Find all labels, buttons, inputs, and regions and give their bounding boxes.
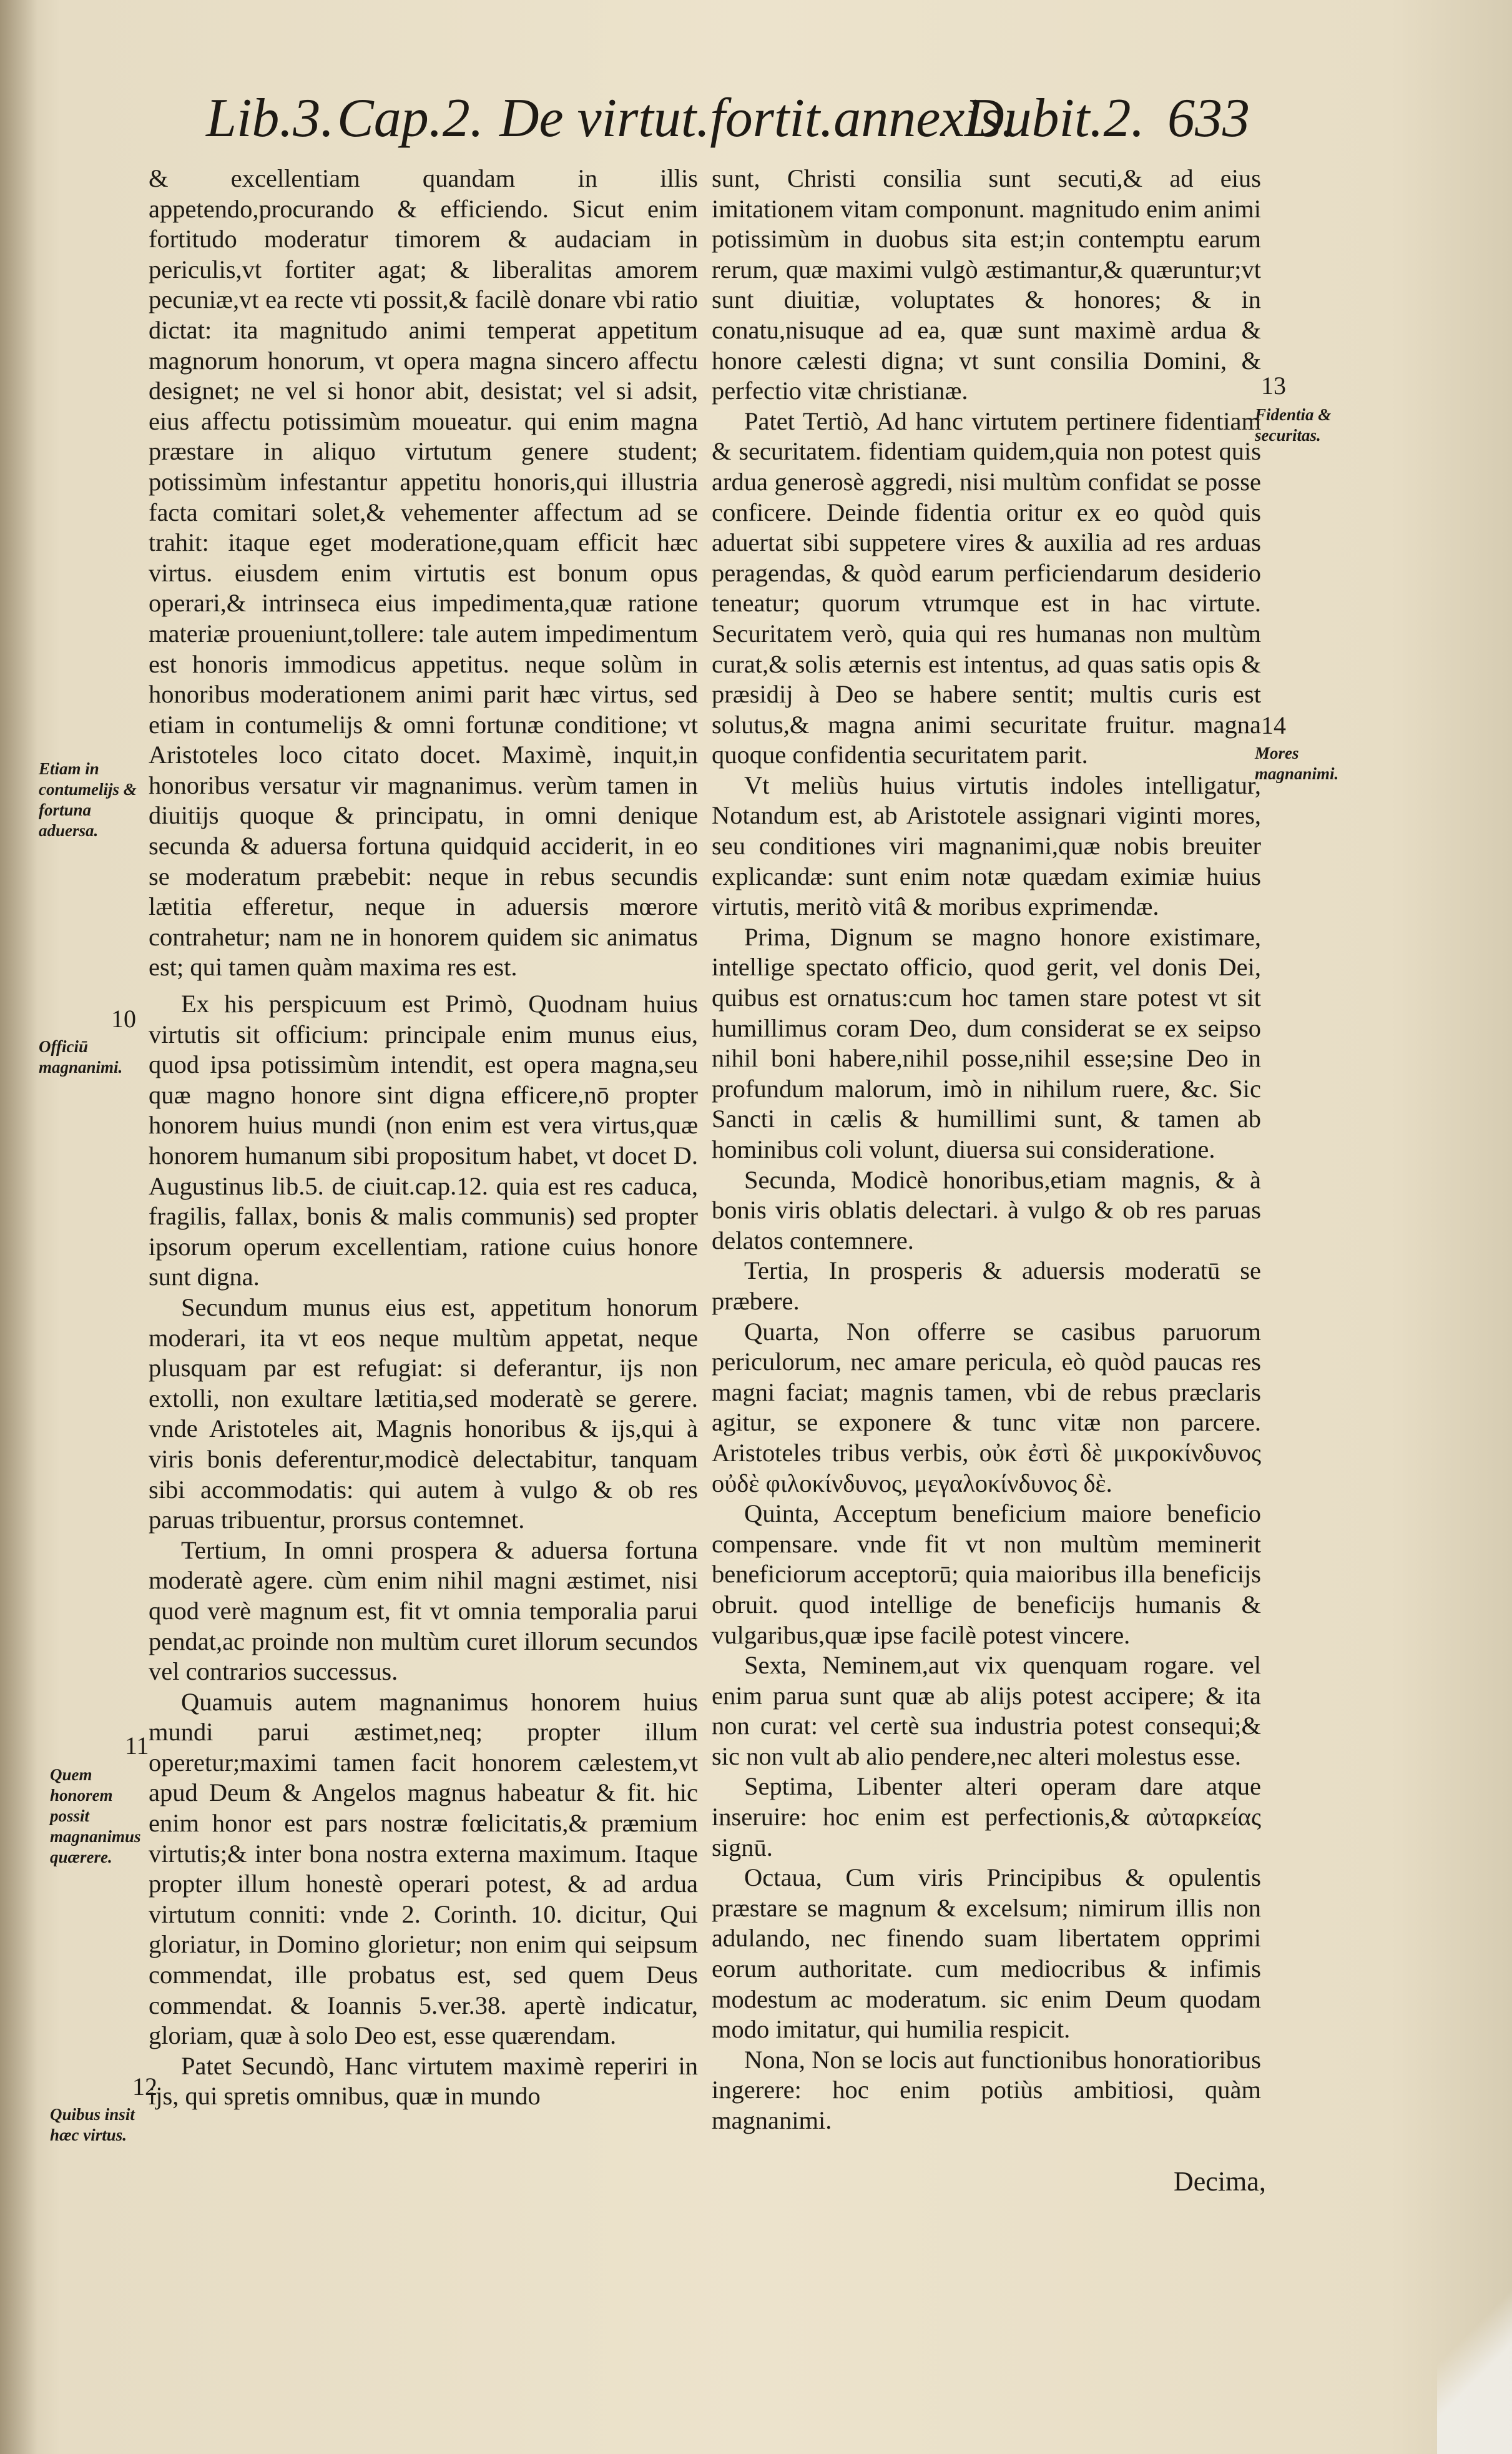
paragraph: Secunda, Modicè honoribus,etiam magnis, & à bonis viris oblatis delectari. à vulgo & ob res paruas delatos contemnere.: [712, 1165, 1261, 1254]
right-column: [712, 164, 1261, 2136]
paragraph: Tertium, In omni prospera & aduersa fortuna moderatè agere. cùm enim nihil magni æstimet, nisi quod verè magnum est, fit vt omnia temporalia parui pendat,ac proinde non multùm curet illorum secundos vel contrarios successus.: [149, 1535, 698, 1686]
header-dubit: Dubit.2.: [965, 88, 1145, 149]
gutter-shadow: [0, 0, 37, 2454]
margin-note-mores: Mores magnanimi.: [1255, 744, 1339, 783]
margin-note-officium: Officiū magnanimi.: [39, 1037, 123, 1077]
paragraph: Patet Tertiò, Ad hanc virtutem pertinere fidentiam & securitatem. fidentiam quidem,quia non potest quis ardua generosè aggredi, nisi multùm confidat se posse conficere. Deinde fidentia oritur ex eo quòd quis aduertat sibi suppetere vires & auxilia ad res arduas peragendas, & quòd earum perficiendarum desiderio teneatur; quorum vtrumque est in hac virtute. Securitatem verò, quia qui res humanas non multùm curat,& solis æternis est intentus, ad quas satis opis & præsidij à Deo se habere sentit; multis curis est solutus,& magna animi securitate fruitur. magna quoque confidentia securitatem parit.: [712, 407, 1261, 769]
paragraph: Vt meliùs huius virtutis indoles intelligatur, Notandum est, ab Aristotele assignari viginti mores, seu conditiones viri magnanimi,quæ nobis breuiter explicandæ: sunt enim notæ quædam eximiæ huius virtutis, meritò vitâ & moribus exprimendæ.: [712, 771, 1261, 921]
running-header: [206, 81, 1305, 156]
paragraph: Octaua, Cum viris Principibus & opulentis præstare se magnum & excelsum; nimirum illis non adulando, nec finendo suam libertatem opprimi eorum authoritate. cum mediocribus & infimis modestum ac moderatum. sic enim Deum quodam modo imitatur, qui humilia respicit.: [712, 1863, 1261, 2044]
torn-corner: [1437, 2254, 1512, 2454]
section-number: 11: [125, 1732, 149, 1760]
header-chapter: Cap.2.: [337, 88, 484, 149]
paragraph: Secundum munus eius est, appetitum honorum moderari, ita vt eos neque multùm appetat, neque plusquam par est refugiat: si deferantur, ijs non extolli, non exultare lætitia,sed moderatè se gerere. vnde Aristoteles ait, Magnis honoribus & ijs,qui à viris bonis deferentur,modicè delectabitur, tanquam sibi accommodatis: qui autem à vulgo & ob res paruas tribuentur, prorsus contemnet.: [149, 1293, 698, 1534]
paragraph: Nona, Non se locis aut functionibus honoratioribus ingerere: hoc enim potiùs ambitiosi, quàm magnanimi.: [712, 2045, 1261, 2134]
paragraph: Tertia, In prosperis & aduersis moderatū se præbere.: [712, 1256, 1261, 1315]
paragraph: Ex his perspicuum est Primò, Quodnam huius virtutis sit officium: principale enim munus eius, quod ipsa potissimùm intendit, est opera magna,seu quæ magno honore sint digna efficere,nō propter honorem huius mundi (non enim est vera virtus,quæ honorem humanum sibi propositum habet, vt docet D. Augustinus lib.5. de ciuit.cap.12. quia est res caduca, fragilis, fallax, bonis & malis communis) sed propter ipsorum operum excellentiam, ratione cuius honore sunt digna.: [149, 990, 698, 1291]
section-number: 12: [132, 2072, 157, 2101]
paragraph: Quinta, Acceptum beneficium maiore beneficio compensare. vnde fit vt non multùm meminerit beneficiorum acceptorū; quia maioribus illa beneficijs obruit. quod intellige de beneficijs humanis & vulgaribus,quæ ipse facilè potest vincere.: [712, 1499, 1261, 1649]
section-number: 14: [1261, 711, 1286, 739]
section-number: 10: [111, 1005, 136, 1033]
paragraph: Quamuis autem magnanimus honorem huius mundi parui æstimet,neq; propter illum operetur;maximi tamen facit honorem cælestem,vt apud Deum & Angelos magnus habeatur & fit. hic enim honor est pars nostræ fœlicitatis,& præmium virtutis;& inter bona nostra externa maximum. Itaque propter illum honestè operari potest, & ad ardua virtutum conniti: vnde 2. Corinth. 10. dicitur, Qui gloriatur, in Domino glorietur; non enim qui seipsum commendat, ille probatus est, sed quem Deus commendat. & Ioannis 5.ver.38. apertè indicatur, gloriam, quæ à solo Deo est, esse quærendam.: [149, 1687, 698, 2050]
paragraph: Prima, Dignum se magno honore existimare, intellige spectato officio, quod gerit, vel donis Dei, quibus est ornatus:cum hoc tamen stare potest vt sit humillimus coram Deo, dum considerat se ex seipso nihil boni habere,nihil posse,nihil esse;sine Deo in profundum malorum, imò in nihilum ruere, &c. Sic Sancti in cælis & humillimi sunt, & tamen ab hominibus coli volunt, diuersa sui consideratione.: [712, 922, 1261, 1163]
margin-note-quibus: Quibus insit hæc virtus.: [50, 2105, 135, 2144]
paragraph: Septima, Libenter alteri operam dare atque inseruire: hoc enim est perfectionis,& αὐταρκείας signū.: [712, 1772, 1261, 1861]
header-book: Lib.3.: [206, 88, 335, 149]
left-column: [149, 164, 698, 2112]
header-title: De virtut.fortit.annexis.: [499, 88, 1016, 149]
paragraph: Patet Secundò, Hanc virtutem maximè reperiri in ijs, qui spretis omnibus, quæ in mundo: [149, 2051, 698, 2111]
page-number: 633: [1167, 88, 1250, 149]
paragraph: Sexta, Neminem,aut vix quenquam rogare. vel enim parua sunt quæ ab alijs potest accipere; & ita non curat: vel certè sua industria potest consequi;& sic non vult ab alio pendere,nec alteri molestus esse.: [712, 1651, 1261, 1770]
margin-note-etiam: Etiam in contumelijs & fortuna aduersa.: [39, 759, 137, 840]
margin-note-fidentia: Fidentia & securitas.: [1255, 405, 1332, 445]
paragraph: & excellentiam quandam in illis appetendo,procurando & efficiendo. Sicut enim fortitudo moderatur timorem & audaciam in periculis,vt fortiter agat; & liberalitas amorem pecuniæ,vt ea recte vti possit,& facilè donare vbi ratio dictat: ita magnitudo animi temperat appetitum magnorum honorum, vt opera magna sincero affectu designet; ne vel si honor abit, desistat; vel si adsit, eius affectu potissimùm moueatur. qui enim magna præstare in aliquo virtutum genere student; potissimùm infestantur appetitu honoris,qui illustria facta comitari solet,& vehementer affectum ad se trahit: itaque eget moderatione,quam efficit hæc virtus. eiusdem enim virtutis est bonum opus operari,& intrinseca eius impedimenta,quæ ratione materiæ proueniunt,tollere: tale autem impedimentum est honoris immodicus appetitus. neque solùm in honoribus moderationem animi parit hæc virtus, sed etiam in contumelijs & omni fortunæ conditione; vt Aristoteles loco citato docet. Maximè, inquit,in honoribus versatur vir magnanimus. verùm tamen in diuitijs quoque & principatu, in omni denique secunda & aduersa fortuna quidquid acciderit, in eo se moderatum præbebit: neque in rebus secundis lætitia efferetur, neque in aduersis mœrore contrahetur; nam ne in honorem quidem sic animatus est; qui tamen quàm maxima res est.: [149, 164, 698, 982]
paragraph: sunt, Christi consilia sunt secuti,& ad eius imitationem vitam componunt. magnitudo enim animi potissimùm in duobus sita est;in contemptu earum rerum, quæ maximi vulgò æstimantur,& quæruntur;vt sunt diuitiæ, voluptates & honores; & in conatu,nisuque ad ea, quæ sunt maximè ardua & honore cælesti digna; vt sunt consilia Domini, & perfectio vitæ christianæ.: [712, 164, 1261, 405]
margin-note-quem: Quem honorem possit magnanimus quærere.: [50, 1765, 141, 1866]
paragraph: Quarta, Non offerre se casibus paruorum periculorum, nec amare pericula, eò quòd paucas res magni faciat; magnis tamen, vbi de rebus præclaris agitur, se exponere & tunc vitæ non parcere. Aristoteles tribus verbis, οὐκ ἐστὶ δὲ μικροκίνδυνος οὐδὲ φιλοκίνδυνος, μεγαλοκίνδυνος δὲ.: [712, 1317, 1261, 1497]
section-number: 13: [1261, 372, 1286, 400]
catchword: Decima,: [1174, 2166, 1266, 2197]
